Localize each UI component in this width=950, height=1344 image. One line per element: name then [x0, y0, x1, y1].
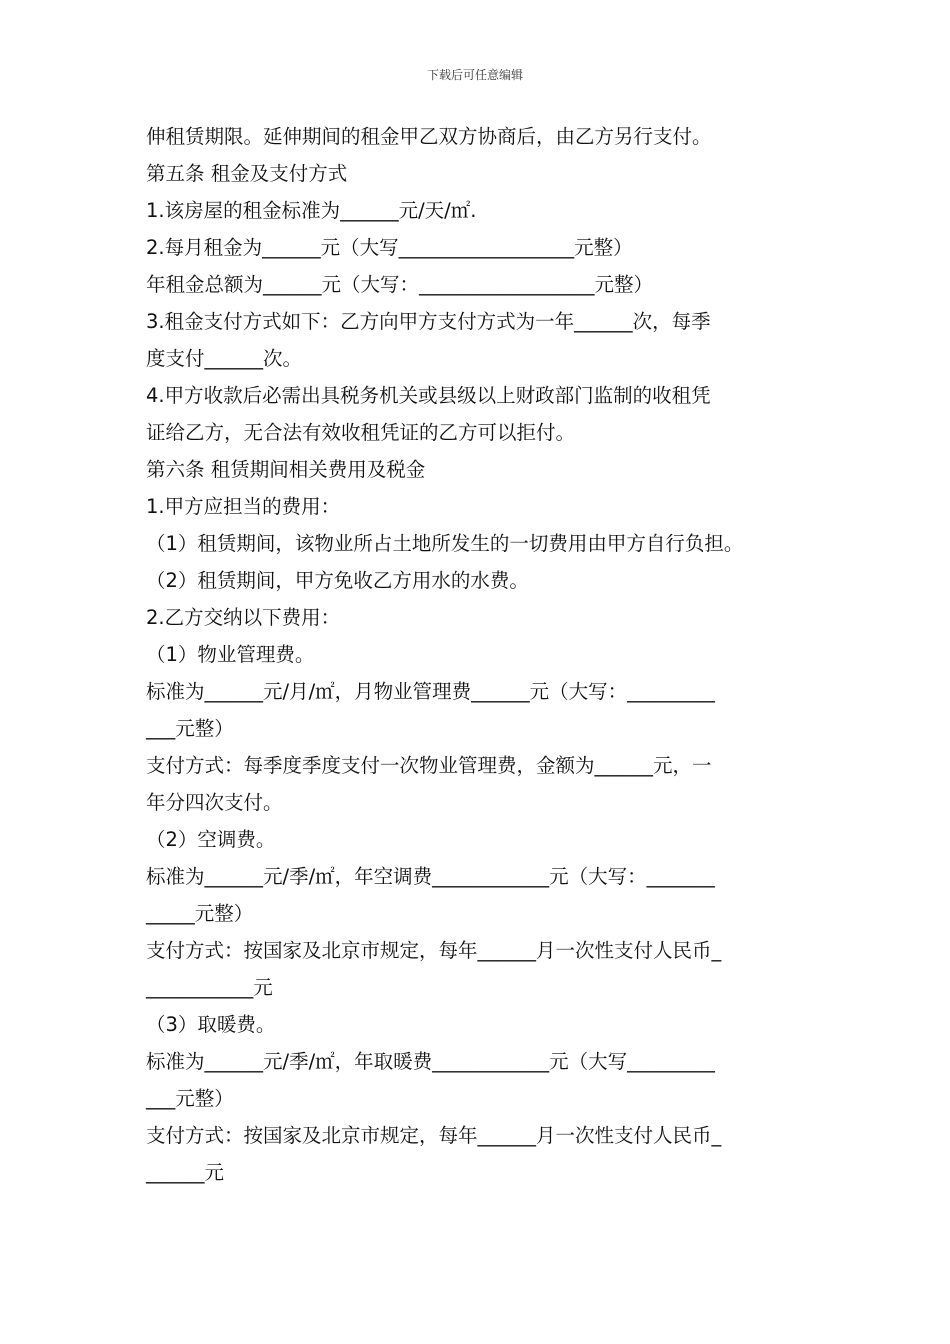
section-heading-5: 第五条 租金及支付方式: [146, 162, 348, 185]
text-line: 2.每月租金为______元（大写__________________元整）: [146, 236, 633, 259]
text-line: 年分四次支付。: [146, 791, 283, 814]
text-line: 标准为______元/月/㎡，月物业管理费______元（大写：_________: [146, 680, 715, 703]
text-line: ______元: [146, 1161, 225, 1184]
text-line: 3.租金支付方式如下：乙方向甲方支付方式为一年______次，每季: [146, 310, 711, 333]
text-line: （1）租赁期间，该物业所占土地所发生的一切费用由甲方自行负担。: [146, 532, 744, 555]
page-header: 下载后可任意编辑: [426, 68, 523, 82]
document-body: [146, 118, 812, 1191]
text-line: （3）取暖费。: [146, 1013, 276, 1036]
text-line: （2）租赁期间，甲方免收乙方用水的水费。: [146, 569, 529, 592]
text-line: 1.甲方应担当的费用：: [146, 495, 341, 518]
text-line: 2.乙方交纳以下费用：: [146, 606, 341, 629]
text-line: （2）空调费。: [146, 828, 276, 851]
text-line: ___________元: [146, 976, 273, 999]
text-line: 伸租赁期限。延伸期间的租金甲乙双方协商后，由乙方另行支付。: [146, 125, 712, 148]
text-line: ___元整）: [146, 717, 234, 740]
text-line: 标准为______元/季/㎡，年空调费____________元（大写：_______: [146, 865, 715, 888]
text-line: 支付方式：每季度季度支付一次物业管理费，金额为______元，一: [146, 754, 712, 777]
text-line: 支付方式：按国家及北京市规定，每年______月一次性支付人民币_: [146, 939, 722, 962]
text-line: 支付方式：按国家及北京市规定，每年______月一次性支付人民币_: [146, 1124, 722, 1147]
text-line: 4.甲方收款后必需出具税务机关或县级以上财政部门监制的收租凭: [146, 384, 711, 407]
text-line: 年租金总额为______元（大写：__________________元整）: [146, 273, 654, 296]
text-line: （1）物业管理费。: [146, 643, 315, 666]
section-heading-6: 第六条 租赁期间相关费用及税金: [146, 458, 426, 481]
text-line: 证给乙方，无合法有效收租凭证的乙方可以拒付。: [146, 421, 576, 444]
text-line: _____元整）: [146, 902, 254, 925]
text-line: ___元整）: [146, 1087, 234, 1110]
text-line: 度支付______次。: [146, 347, 303, 370]
text-line: 1.该房屋的租金标准为______元/天/㎡.: [146, 199, 477, 222]
text-line: 标准为______元/季/㎡，年取暖费____________元（大写_________: [146, 1050, 715, 1073]
